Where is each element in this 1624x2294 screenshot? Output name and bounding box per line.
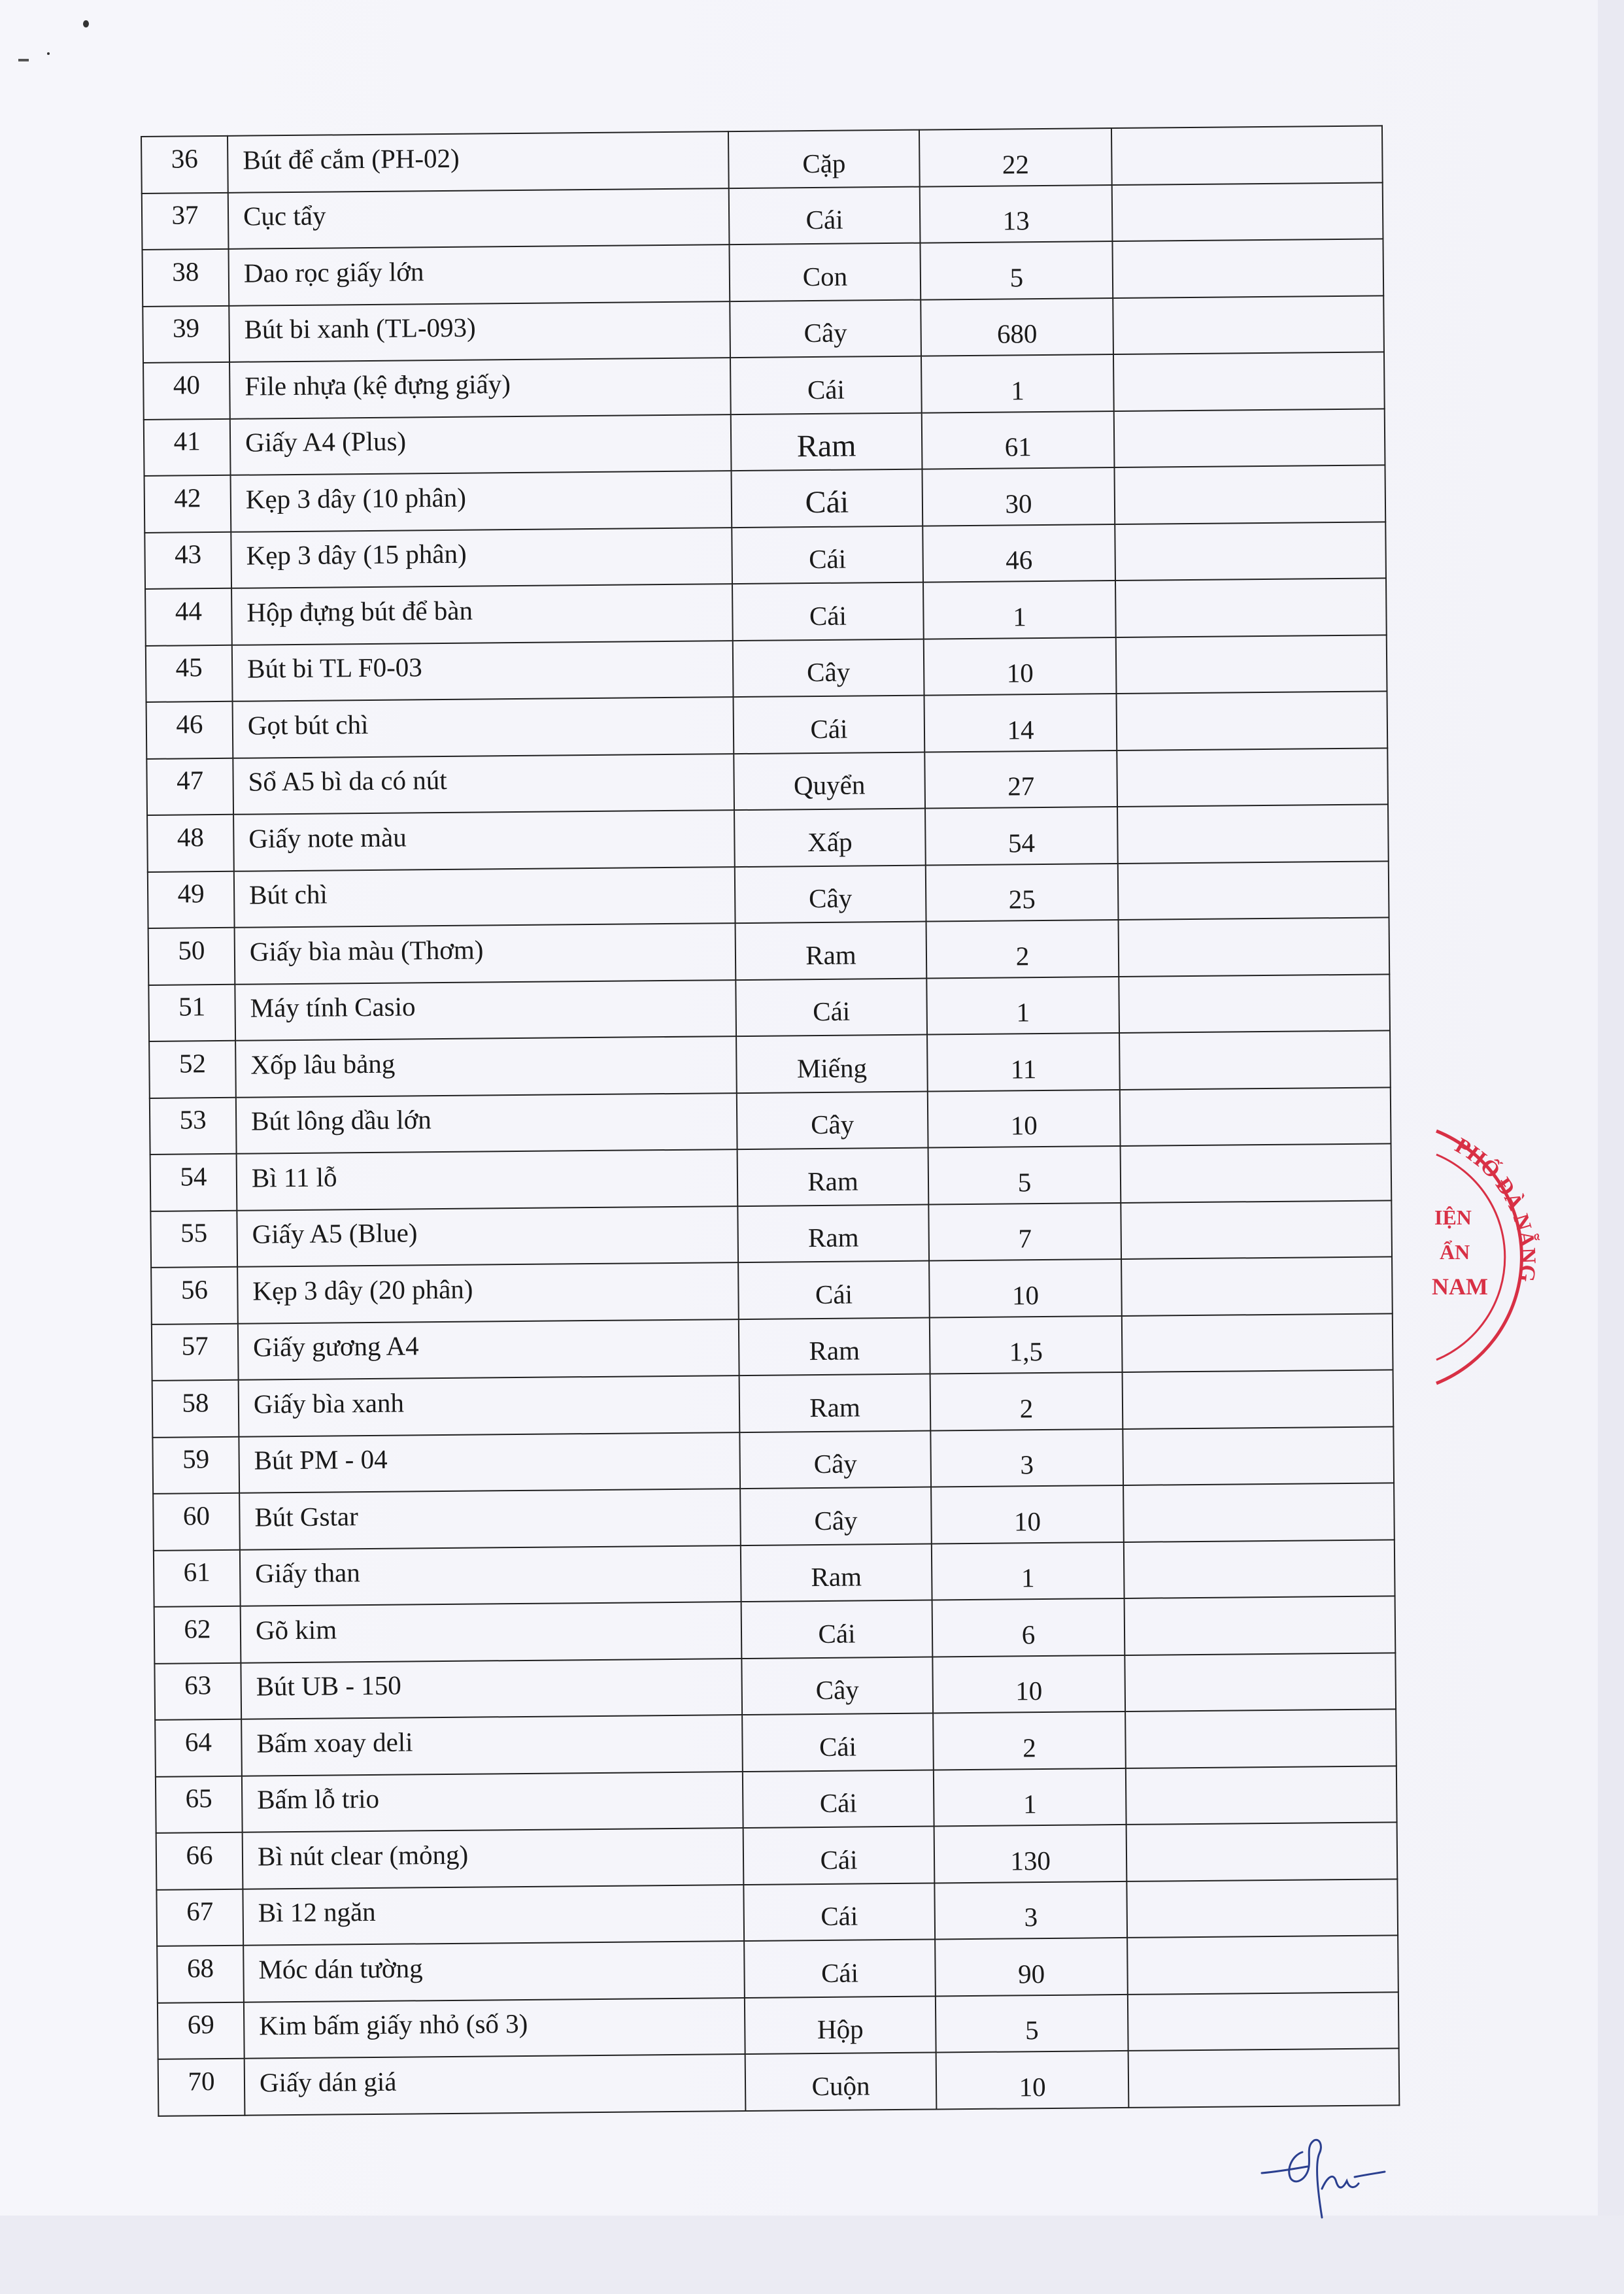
item-name: Giấy bìa màu (Thơm): [235, 923, 736, 984]
item-name: Bấm xoay deli: [241, 1715, 743, 1776]
item-note: [1120, 1087, 1391, 1146]
item-name: Bút bi TL F0-03: [232, 641, 734, 701]
table-row: [153, 1483, 1395, 1550]
item-name: Giấy A5 (Blue): [237, 1206, 738, 1267]
item-unit: Cây: [735, 865, 926, 923]
item-note: [1116, 635, 1387, 694]
item-quantity: 2: [933, 1712, 1126, 1770]
item-quantity: 11: [927, 1033, 1120, 1091]
item-quantity: 10: [929, 1259, 1122, 1317]
item-note: [1121, 1257, 1393, 1315]
item-unit: Cây: [741, 1657, 933, 1715]
item-name: Bút bi xanh (TL-093): [229, 301, 730, 362]
item-unit: Con: [729, 243, 921, 301]
item-quantity: 46: [922, 524, 1115, 582]
item-quantity: 10: [924, 637, 1117, 696]
item-quantity: 22: [919, 128, 1112, 186]
item-name: Bút Gstar: [239, 1489, 741, 1549]
item-unit: Quyển: [734, 752, 925, 810]
item-note: [1126, 1879, 1398, 1938]
item-number: 46: [146, 701, 233, 759]
item-note: [1126, 1822, 1398, 1881]
item-name: Dao rọc giấy lớn: [229, 245, 730, 305]
item-number: 64: [155, 1719, 242, 1777]
table-row: [141, 126, 1383, 193]
item-name: Móc dán tường: [243, 1941, 745, 2002]
scan-edge-bottom: [0, 2216, 1624, 2294]
item-note: [1125, 1596, 1396, 1655]
item-unit: Cặp: [728, 130, 920, 188]
table-row: [156, 1822, 1398, 1889]
item-unit: Cái: [744, 1940, 936, 1998]
item-unit: Ram: [736, 922, 927, 980]
item-number: 37: [142, 192, 229, 250]
item-note: [1121, 1200, 1392, 1259]
item-name: Kim bấm giấy nhỏ (số 3): [244, 1998, 745, 2059]
item-quantity: 30: [922, 467, 1115, 526]
item-number: 38: [143, 249, 229, 307]
table-row: [152, 1370, 1394, 1437]
item-name: Bì nút clear (mỏng): [243, 1828, 744, 1889]
item-note: [1113, 352, 1385, 411]
item-note: [1125, 1653, 1396, 1712]
signature: [1257, 2126, 1387, 2224]
item-quantity: 10: [931, 1485, 1124, 1543]
item-unit: Xấp: [734, 809, 926, 867]
item-number: 43: [144, 531, 231, 589]
item-name: Gọt bút chì: [233, 697, 734, 758]
item-quantity: 130: [934, 1825, 1127, 1883]
item-unit: Cái: [729, 186, 921, 245]
inventory-table: [141, 125, 1400, 2116]
table-row: [146, 748, 1388, 815]
stamp-line-1: IỆN: [1434, 1206, 1472, 1229]
item-unit: Cây: [730, 299, 921, 358]
item-note: [1117, 691, 1388, 750]
table-row: [156, 1879, 1398, 1946]
item-number: 56: [151, 1267, 238, 1324]
item-quantity: 54: [925, 807, 1118, 865]
item-unit: Ram: [737, 1204, 929, 1262]
item-unit: Cái: [743, 1883, 935, 1941]
item-unit: Cái: [743, 1827, 935, 1885]
table-row: [144, 522, 1386, 589]
item-number: 42: [144, 475, 231, 533]
item-unit: Ram: [739, 1317, 930, 1375]
table-row: [143, 352, 1385, 419]
item-number: 51: [148, 984, 235, 1041]
item-name: Bút lông dầu lớn: [236, 1093, 737, 1154]
item-number: 55: [150, 1210, 237, 1268]
item-quantity: 5: [928, 1146, 1121, 1204]
item-quantity: 10: [936, 2051, 1129, 2109]
item-note: [1123, 1370, 1394, 1428]
table-row: [147, 804, 1389, 871]
item-note: [1112, 182, 1383, 241]
item-number: 68: [157, 1946, 244, 2003]
table-row: [156, 1766, 1397, 1833]
item-number: 48: [147, 815, 234, 872]
table-row: [149, 1030, 1391, 1098]
item-number: 62: [154, 1606, 241, 1664]
item-number: 66: [156, 1832, 243, 1890]
item-name: Giấy note màu: [233, 810, 735, 871]
item-quantity: 2: [926, 920, 1119, 978]
item-name: Kẹp 3 dây (10 phân): [231, 471, 732, 531]
item-name: Bút UB - 150: [241, 1659, 742, 1719]
item-name: Cục tẩy: [228, 188, 730, 249]
table-row: [148, 861, 1389, 928]
item-note: [1128, 2048, 1400, 2107]
item-name: Xốp lâu bảng: [235, 1036, 737, 1097]
item-quantity: 1: [932, 1542, 1125, 1600]
item-note: [1119, 974, 1390, 1033]
item-number: 65: [156, 1776, 243, 1833]
item-number: 49: [148, 871, 235, 928]
scan-speck: [83, 20, 89, 27]
item-note: [1127, 1935, 1398, 1994]
item-quantity: 1: [921, 354, 1114, 413]
item-quantity: 90: [935, 1938, 1128, 1996]
item-quantity: 1: [926, 976, 1119, 1034]
item-quantity: 13: [920, 185, 1113, 243]
item-note: [1117, 804, 1389, 863]
item-name: Kẹp 3 dây (20 phân): [237, 1262, 739, 1323]
item-number: 41: [144, 418, 231, 476]
item-unit: Hộp: [745, 1996, 936, 2054]
item-number: 50: [148, 928, 235, 985]
item-name: Bút PM - 04: [239, 1432, 740, 1493]
stamp-ring-text: PHỐ ĐÀ NẴNG: [1451, 1133, 1540, 1283]
item-note: [1128, 1992, 1399, 2051]
inventory-table-wrapper: [141, 125, 1400, 2116]
item-note: [1115, 522, 1386, 581]
item-name: Bút để cắm (PH-02): [228, 131, 729, 192]
item-number: 52: [149, 1041, 236, 1098]
item-quantity: 1,5: [930, 1315, 1123, 1374]
item-unit: Cái: [732, 469, 923, 528]
item-note: [1119, 1030, 1391, 1089]
item-number: 44: [145, 588, 232, 646]
item-number: 70: [158, 2059, 245, 2116]
item-quantity: 1: [934, 1768, 1126, 1826]
item-name: Giấy A4 (Plus): [230, 414, 732, 475]
item-number: 47: [146, 758, 233, 815]
item-quantity: 3: [930, 1428, 1123, 1487]
item-note: [1114, 409, 1385, 467]
item-note: [1121, 1143, 1392, 1202]
item-note: [1112, 239, 1383, 297]
item-unit: Cái: [741, 1600, 933, 1659]
item-note: [1123, 1426, 1394, 1485]
item-unit: Cây: [737, 1091, 928, 1149]
item-quantity: 5: [936, 1994, 1128, 2052]
item-number: 45: [146, 645, 233, 702]
item-quantity: 61: [922, 411, 1115, 469]
item-unit: Cái: [738, 1261, 930, 1319]
table-row: [146, 635, 1387, 702]
item-note: [1117, 748, 1388, 807]
item-name: Bì 11 lỗ: [237, 1149, 738, 1210]
item-unit: Miếng: [736, 1035, 928, 1093]
table-row: [150, 1143, 1392, 1211]
item-quantity: 5: [920, 241, 1113, 299]
item-number: 36: [141, 136, 228, 194]
item-unit: Ram: [741, 1543, 932, 1602]
scan-speck: [47, 52, 50, 55]
scan-mark: [18, 59, 29, 61]
table-row: [148, 917, 1390, 985]
table-row: [155, 1709, 1396, 1776]
item-number: 57: [152, 1323, 239, 1381]
item-name: Máy tính Casio: [235, 980, 736, 1041]
item-number: 54: [150, 1154, 237, 1211]
item-quantity: 1: [923, 581, 1116, 639]
scan-edge-right: [1598, 0, 1624, 2294]
item-note: [1111, 126, 1383, 184]
item-note: [1125, 1709, 1396, 1768]
red-stamp: [1420, 1117, 1590, 1398]
item-note: [1114, 465, 1385, 524]
item-number: 53: [150, 1097, 237, 1155]
item-unit: Cái: [730, 356, 922, 414]
table-row: [150, 1087, 1391, 1155]
table-row: [143, 239, 1384, 306]
item-unit: Cái: [734, 696, 925, 754]
table-row: [145, 578, 1387, 645]
table-row: [148, 974, 1390, 1041]
stamp-line-3: NAM: [1432, 1274, 1488, 1300]
item-note: [1123, 1483, 1395, 1542]
item-number: 58: [152, 1380, 239, 1438]
item-unit: Ram: [739, 1374, 931, 1432]
item-unit: Cây: [740, 1487, 932, 1545]
item-unit: Ram: [737, 1148, 929, 1206]
table-row: [144, 465, 1386, 532]
table-row: [154, 1596, 1396, 1663]
table-row: [154, 1540, 1395, 1607]
table-row: [142, 182, 1383, 250]
inventory-table-body: [141, 126, 1399, 2116]
item-quantity: 3: [934, 1881, 1127, 1939]
item-quantity: 7: [928, 1202, 1121, 1260]
item-unit: Ram: [731, 413, 922, 471]
item-note: [1119, 917, 1390, 976]
item-unit: Cái: [732, 526, 923, 584]
table-row: [143, 295, 1384, 363]
item-number: 69: [158, 2002, 245, 2059]
table-row: [146, 691, 1388, 758]
item-note: [1126, 1766, 1397, 1825]
item-unit: Cái: [742, 1713, 934, 1772]
stamp-line-2: ẨN: [1440, 1240, 1470, 1264]
item-number: 60: [153, 1493, 240, 1551]
table-row: [154, 1653, 1396, 1720]
item-note: [1118, 861, 1389, 920]
item-name: Gõ kim: [241, 1602, 742, 1662]
item-unit: Cây: [739, 1430, 931, 1489]
item-quantity: 2: [930, 1372, 1123, 1430]
item-number: 61: [154, 1549, 241, 1607]
item-unit: Cái: [736, 978, 927, 1036]
item-unit: Cuộn: [745, 2052, 937, 2110]
table-row: [150, 1200, 1392, 1268]
item-name: File nhựa (kệ đựng giấy): [229, 358, 731, 418]
item-unit: Cái: [743, 1770, 934, 1828]
item-note: [1122, 1313, 1393, 1372]
item-quantity: 27: [924, 751, 1117, 809]
item-quantity: 10: [928, 1089, 1121, 1147]
item-name: Bì 12 ngăn: [243, 1885, 744, 1946]
item-note: [1113, 295, 1384, 354]
table-row: [152, 1313, 1393, 1381]
item-quantity: 6: [932, 1598, 1125, 1657]
item-name: Kẹp 3 dây (15 phân): [231, 528, 732, 588]
item-name: Giấy dán giá: [245, 2054, 746, 2115]
item-name: Bấm lỗ trio: [242, 1772, 743, 1832]
table-row: [152, 1426, 1394, 1494]
item-unit: Cái: [732, 582, 924, 641]
item-unit: Cây: [733, 639, 924, 697]
item-quantity: 10: [932, 1655, 1125, 1713]
table-row: [151, 1257, 1393, 1324]
item-number: 40: [143, 362, 230, 420]
item-number: 67: [156, 1889, 243, 1946]
table-row: [158, 1992, 1399, 2059]
item-number: 63: [154, 1662, 241, 1720]
item-number: 59: [152, 1436, 239, 1494]
item-name: Hộp đựng bút để bàn: [231, 584, 733, 645]
table-row: [158, 2048, 1400, 2116]
item-name: Sổ A5 bì da có nút: [233, 754, 734, 815]
item-note: [1115, 578, 1387, 637]
item-quantity: 25: [926, 863, 1119, 921]
item-number: 39: [143, 305, 229, 363]
item-name: Giấy gương A4: [238, 1319, 739, 1380]
item-note: [1124, 1540, 1395, 1598]
item-name: Giấy bìa xanh: [239, 1375, 740, 1436]
item-name: Bút chì: [234, 867, 736, 928]
table-row: [144, 409, 1385, 476]
table-row: [157, 1935, 1398, 2002]
item-quantity: 680: [921, 298, 1113, 356]
item-name: Giấy than: [240, 1545, 741, 1606]
item-quantity: 14: [924, 694, 1117, 752]
